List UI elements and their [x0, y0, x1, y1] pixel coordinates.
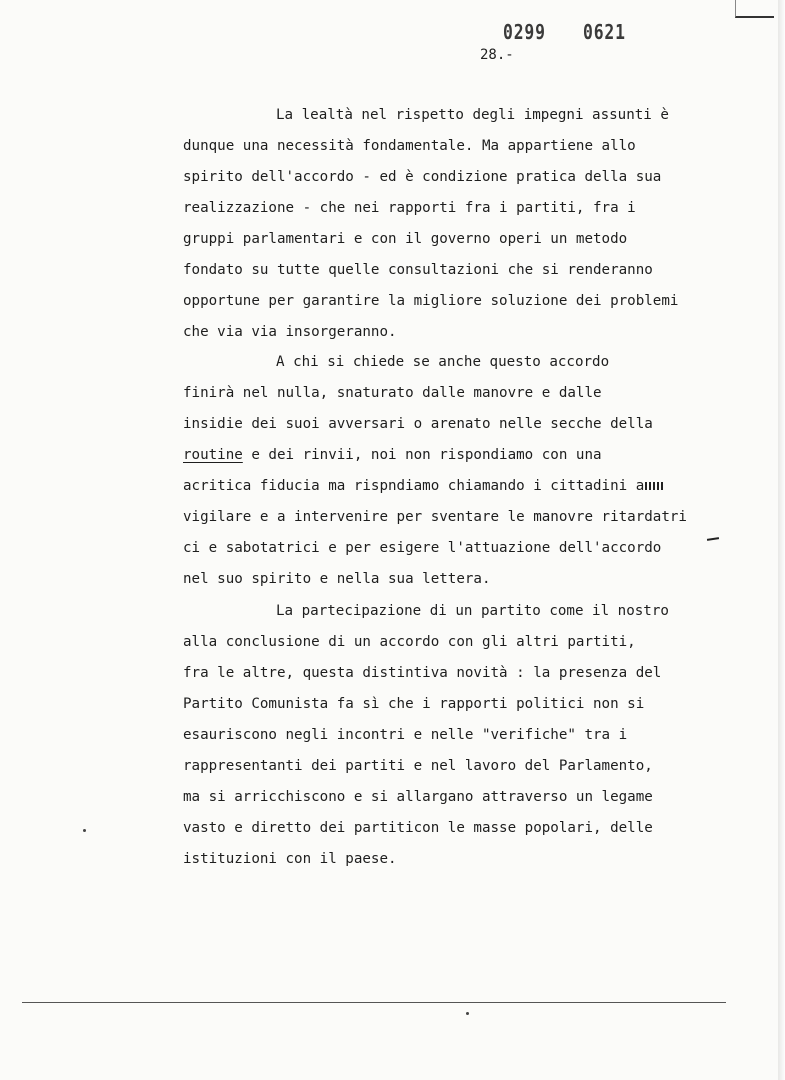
text-line: [183, 478, 665, 494]
text-line: realizzazione - che nei rapporti fra i partiti, fra i: [183, 200, 636, 216]
text-line: ma si arricchiscono e si allargano attraverso un legame: [183, 789, 653, 805]
text-line: istituzioni con il paese.: [183, 851, 397, 867]
text-line: [183, 447, 602, 463]
underlined-word: routine: [183, 447, 243, 463]
archive-stamp-number: 0621: [583, 20, 626, 44]
text-line: A chi si chiede se anche questo accordo: [276, 354, 610, 370]
text-segment: e dei rinvii, noi non rispondiamo con una: [242, 447, 602, 463]
text-line: che via via insorgeranno.: [183, 324, 397, 340]
text-line: ci e sabotatrici e per esigere l'attuazione dell'accordo: [183, 540, 662, 556]
page-number: 28.-: [480, 47, 514, 63]
text-line: insidie dei suoi avversari o arenato nelle secche della: [183, 416, 653, 432]
page-bottom-rule: [22, 1002, 726, 1003]
text-line: opportune per garantire la migliore soluzione dei problemi: [183, 293, 679, 309]
text-line: esauriscono negli incontri e nelle "verifiche" tra i: [183, 727, 628, 743]
text-line: finirà nel nulla, snaturato dalle manovre e dalle: [183, 385, 602, 401]
page-edge: [778, 0, 785, 1080]
corner-mark: [735, 0, 774, 18]
text-line: spirito dell'accordo - ed è condizione pratica della sua: [183, 169, 662, 185]
text-line: rappresentanti dei partiti e nel lavoro del Parlamento,: [183, 758, 653, 774]
ink-speck: [466, 1012, 469, 1015]
ink-speck: [83, 829, 86, 832]
text-line: gruppi parlamentari e con il governo operi un metodo: [183, 231, 628, 247]
text-line: Partito Comunista fa sì che i rapporti politici non si: [183, 696, 645, 712]
text-line: La lealtà nel rispetto degli impegni assunti è: [276, 107, 669, 123]
text-line: vasto e diretto dei partiticon le masse popolari, delle: [183, 820, 653, 836]
text-line: nel suo spirito e nella sua lettera.: [183, 571, 491, 587]
correction-mark: [707, 537, 719, 541]
text-line: La partecipazione di un partito come il nostro: [276, 603, 669, 619]
text-line: vigilare e a intervenire per sventare le manovre ritardatri: [183, 509, 687, 525]
strikeout-mark: [645, 482, 665, 490]
text-line: fra le altre, questa distintiva novità : la presenza del: [183, 665, 662, 681]
archive-stamp-number: 0299: [503, 20, 546, 44]
text-line: fondato su tutte quelle consultazioni che si renderanno: [183, 262, 653, 278]
text-line: alla conclusione di un accordo con gli altri partiti,: [183, 634, 636, 650]
text-segment: acritica fiducia ma rispndiamo chiamando i cittadini a: [183, 478, 645, 494]
text-line: dunque una necessità fondamentale. Ma appartiene allo: [183, 138, 636, 154]
